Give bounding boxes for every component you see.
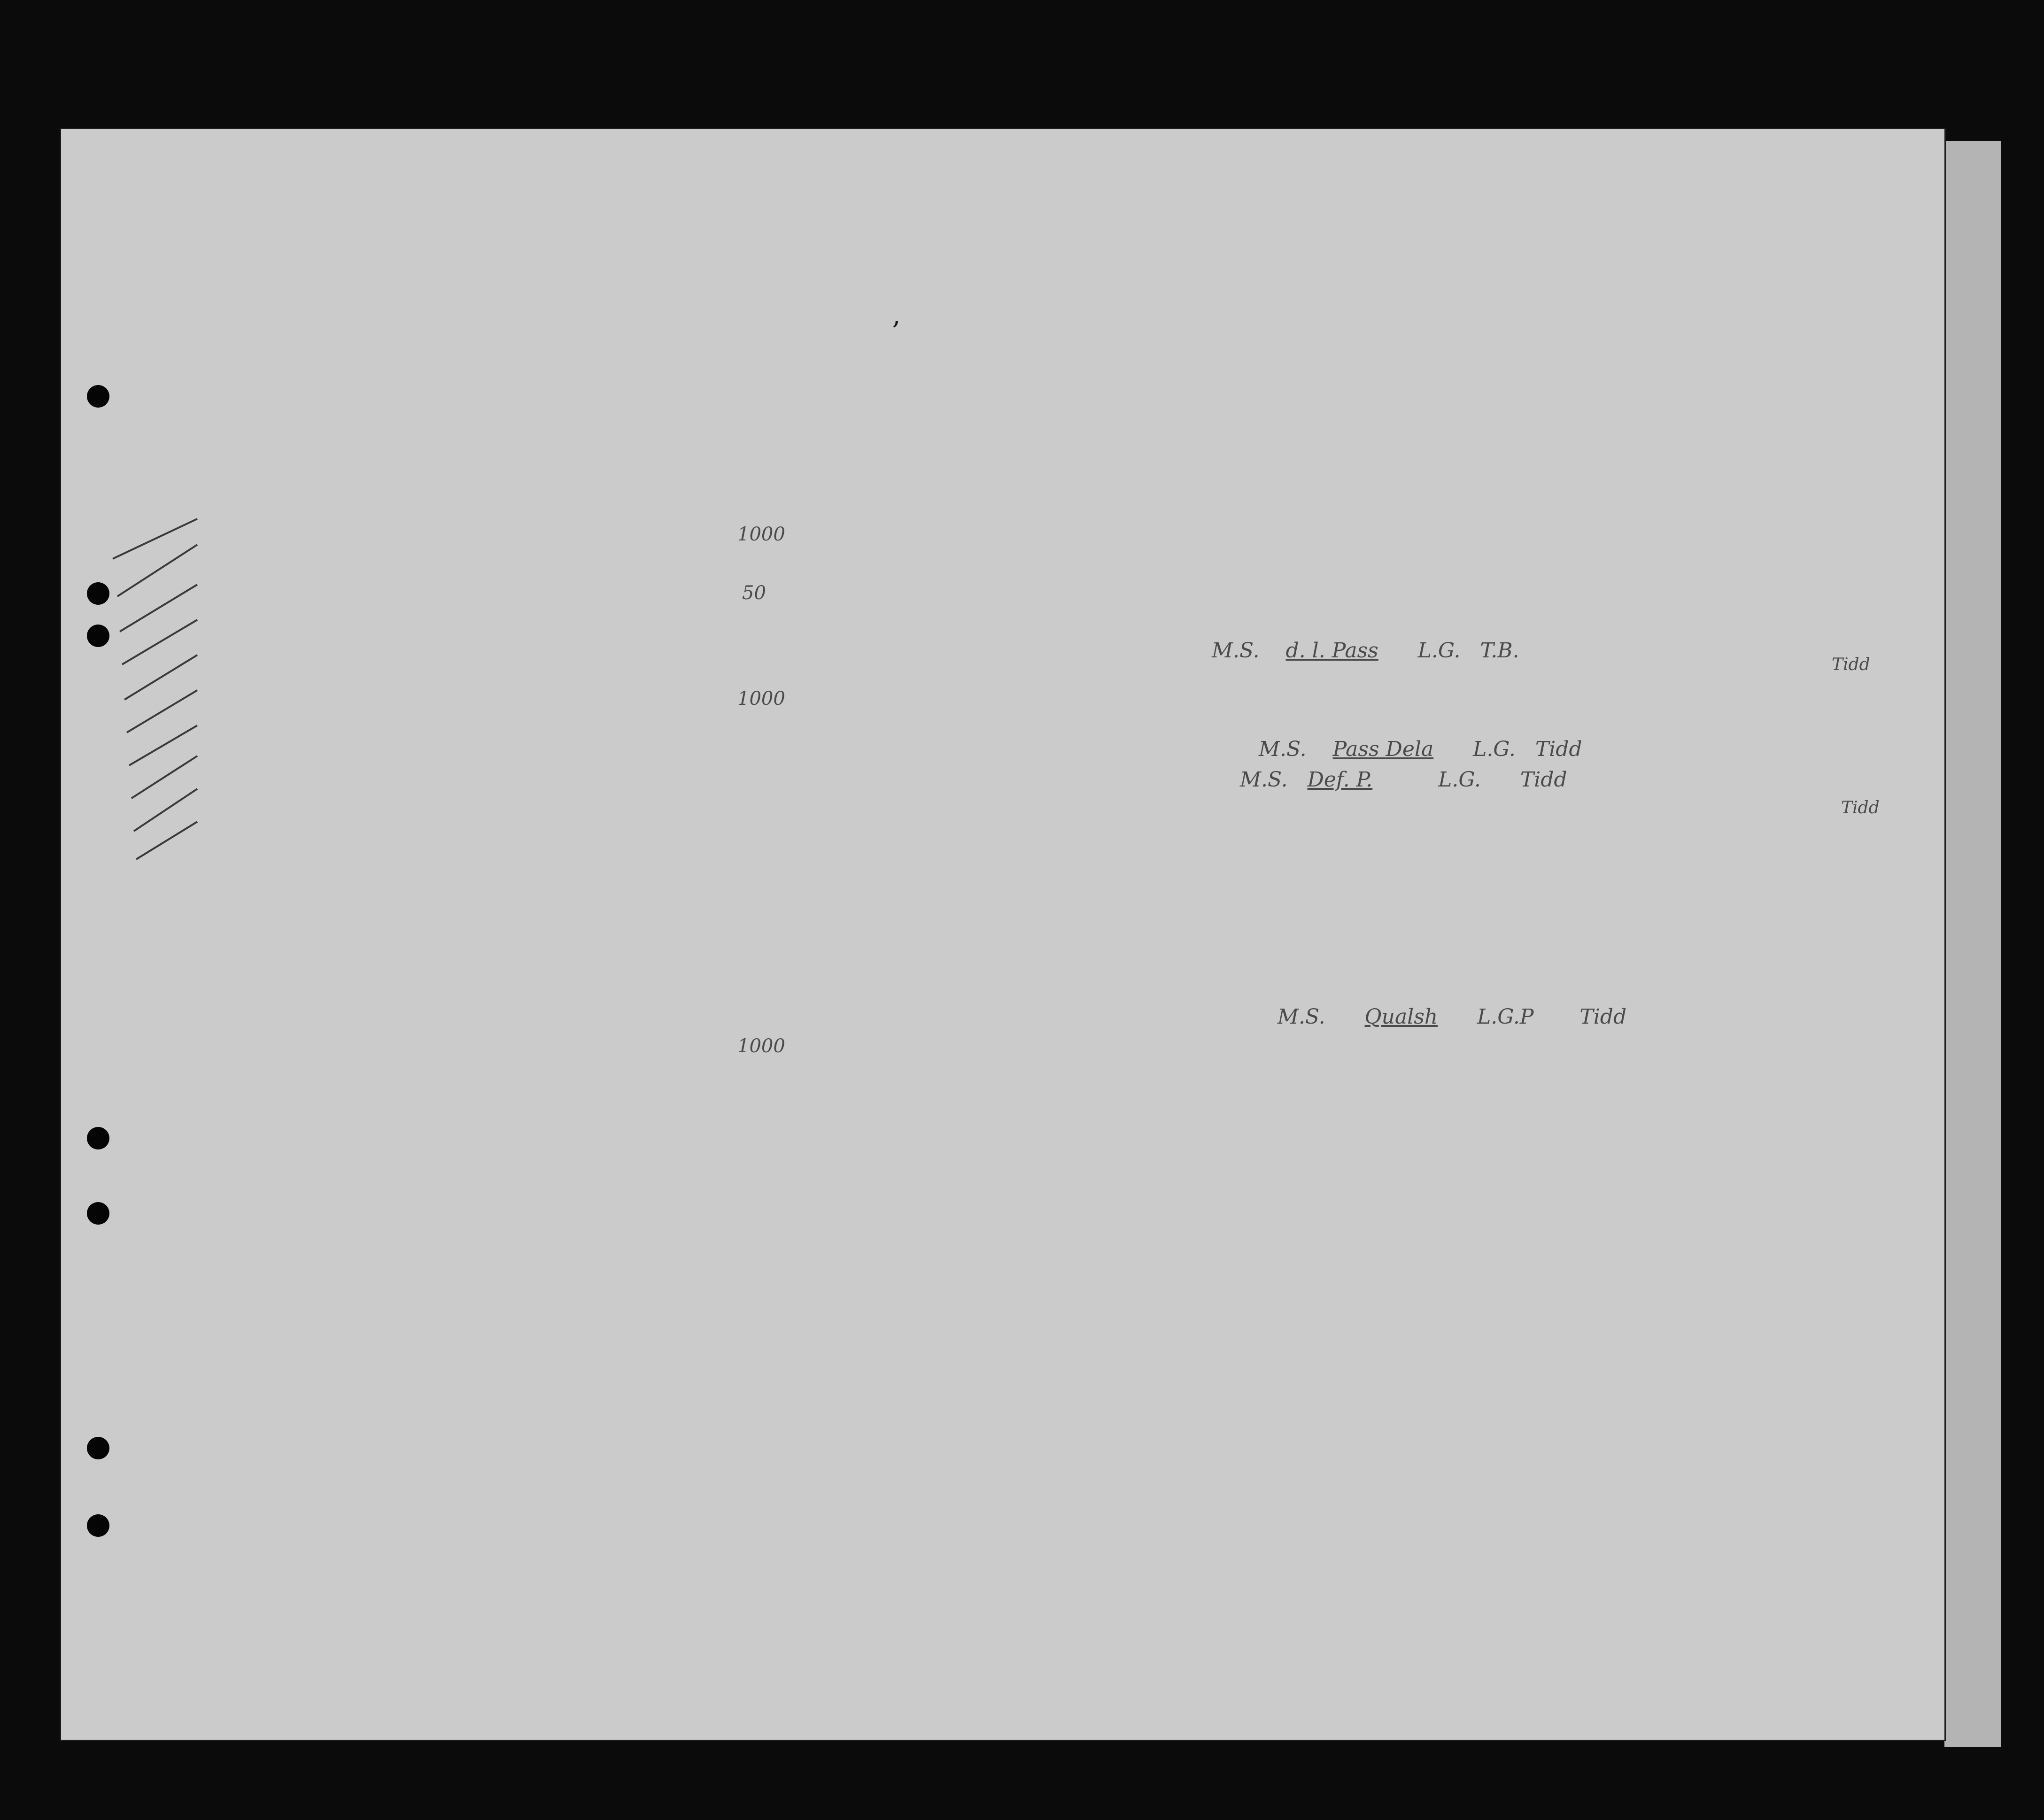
handwritten-50: 50 (742, 582, 766, 604)
handwritten-tidd: Tidd (1832, 655, 1870, 674)
handwritten-annotation: M.S. d. l. Pass L.G. T.B. (1212, 639, 1519, 663)
handwritten-1000: 1000 (737, 524, 785, 545)
handwritten-annotation: M.S. Def. P. L.G. Tidd (1240, 768, 1567, 792)
handwritten-annotation: M.S. Pass Dela L.G. Tidd (1259, 737, 1582, 761)
handwritten-tidd: Tidd (1841, 798, 1880, 817)
comma-separator: , (892, 301, 901, 330)
handwritten-1000: 1000 (737, 688, 785, 709)
pencil-check-marks (0, 0, 282, 1174)
handwritten-1000: 1000 (737, 1035, 785, 1057)
handwritten-annotation: M.S. Qualsh L.G.P Tidd (1278, 1005, 1627, 1029)
